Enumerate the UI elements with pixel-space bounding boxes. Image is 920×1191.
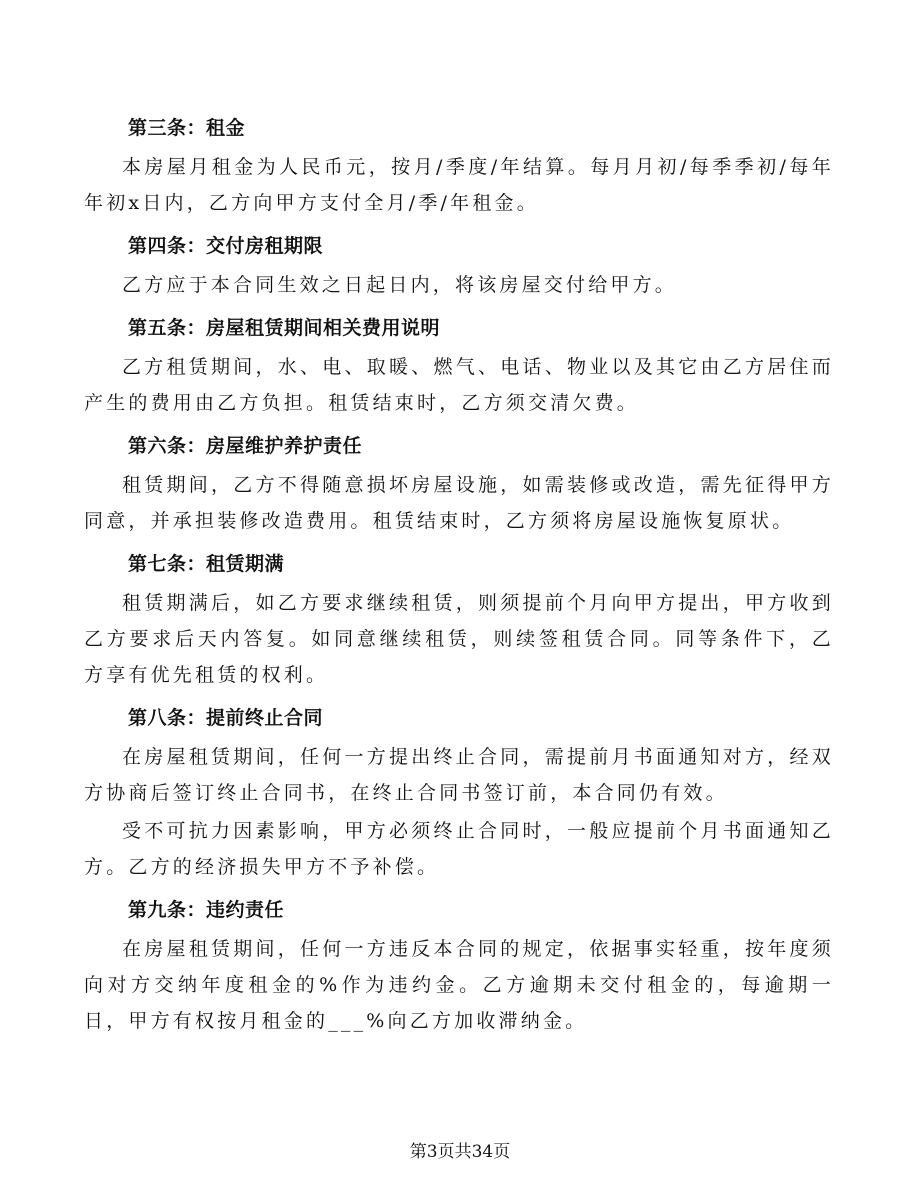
section-heading: 第七条：租赁期满 bbox=[128, 553, 285, 575]
section-paragraph: 租赁期满后，如乙方要求继续租赁，则须提前个月向甲方提出，甲方收到乙方要求后天内答复。如同意继续租赁，则续签租赁合同。同等条件下，乙方享有优先租赁的权利。 bbox=[84, 592, 834, 686]
section-heading: 第四条：交付房租期限 bbox=[128, 235, 324, 257]
section-paragraph: 在房屋租赁期间，任何一方违反本合同的规定，依据事实轻重，按年度须向对方交纳年度租金的%作为违约金。乙方逾期未交付租金的，每逾期一日，甲方有权按月租金的___%向乙方加收滞纳金。 bbox=[84, 938, 834, 1032]
section-paragraph: 租赁期间，乙方不得随意损坏房屋设施，如需装修或改造，需先征得甲方同意，并承担装修改造费用。租赁结束时，乙方须将房屋设施恢复原状。 bbox=[84, 474, 834, 532]
section-heading: 第九条：违约责任 bbox=[128, 899, 285, 921]
document-body bbox=[84, 103, 834, 1039]
section-paragraph: 在房屋租赁期间，任何一方提出终止合同，需提前月书面通知对方，经双方协商后签订终止合同书，在终止合同书签订前，本合同仍有效。 bbox=[84, 746, 834, 804]
section-heading: 第三条：租金 bbox=[128, 117, 246, 139]
section-heading: 第五条：房屋租赁期间相关费用说明 bbox=[128, 317, 441, 339]
section-paragraph: 乙方应于本合同生效之日起日内，将该房屋交付给甲方。 bbox=[122, 274, 678, 296]
section-heading: 第六条：房屋维护养护责任 bbox=[128, 435, 363, 457]
page-number-footer: 第3页共34页 bbox=[409, 1142, 511, 1162]
section-paragraph: 乙方租赁期间，水、电、取暖、燃气、电话、物业以及其它由乙方居住而产生的费用由乙方负担。租赁结束时，乙方须交清欠费。 bbox=[84, 356, 834, 414]
section-paragraph: 受不可抗力因素影响，甲方必须终止合同时，一般应提前个月书面通知乙方。乙方的经济损失甲方不予补偿。 bbox=[84, 820, 834, 878]
section-heading: 第八条：提前终止合同 bbox=[128, 707, 324, 729]
section-paragraph: 本房屋月租金为人民币元，按月/季度/年结算。每月月初/每季季初/每年年初x日内，乙方向甲方支付全月/季/年租金。 bbox=[84, 156, 834, 214]
